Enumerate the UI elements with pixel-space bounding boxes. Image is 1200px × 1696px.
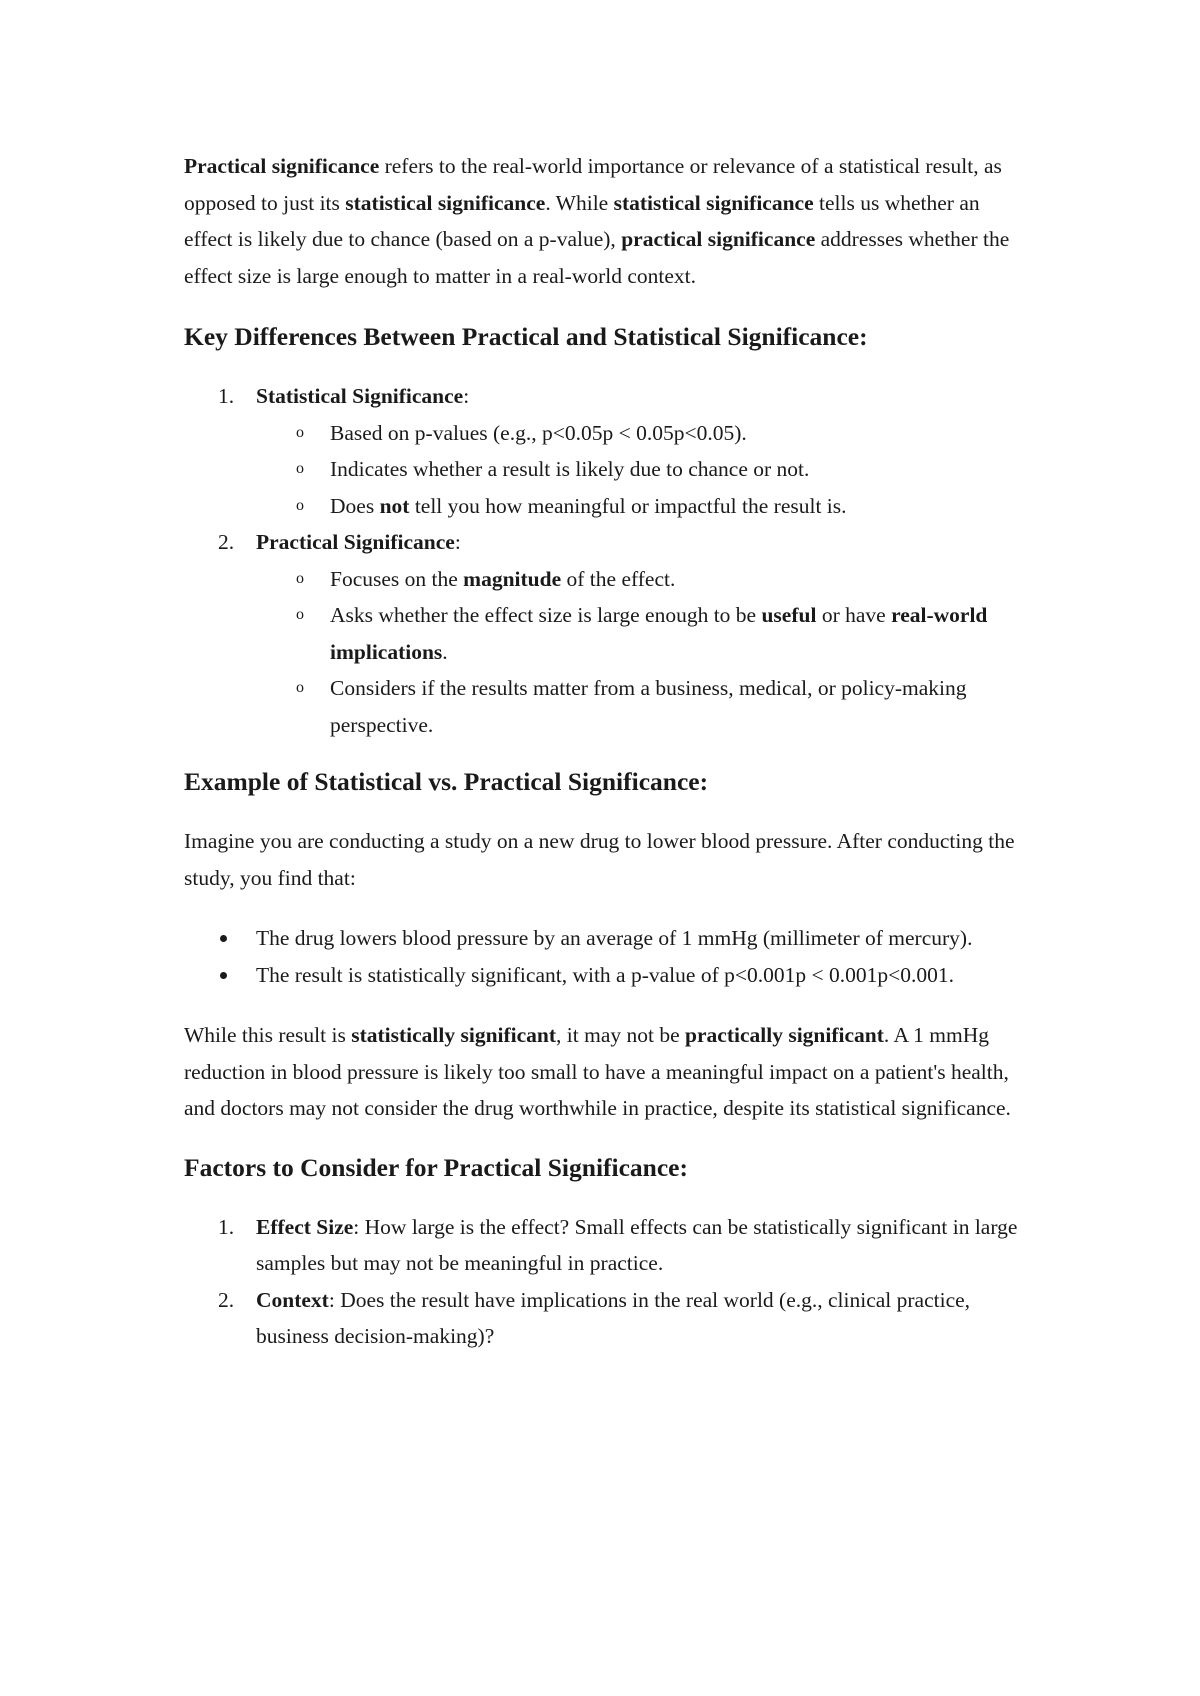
para-bold: practically significant	[685, 1023, 884, 1047]
sub-item	[256, 415, 1020, 452]
circle-bullet-icon: o	[296, 606, 304, 623]
sub-item-text: Considers if the results matter from a business, medical, or policy-making perspective.	[330, 676, 967, 737]
para-bold: statistically significant	[351, 1023, 557, 1047]
list-number: 2.	[218, 530, 235, 554]
section3-item-1	[184, 1209, 1020, 1282]
section1-list	[184, 378, 1020, 743]
intro-text-6: tells us whether an effect is likely due to chance (based on a p-value),	[184, 190, 980, 251]
intro-text-4: . While	[545, 190, 614, 215]
sub-item	[256, 597, 1020, 670]
section2-heading: Example of Statistical vs. Practical Significance:	[184, 767, 709, 796]
intro-bold-5: statistical significance	[613, 190, 814, 215]
bullet-dot-icon	[220, 972, 227, 979]
intro-bold-3: statistical significance	[345, 190, 546, 215]
item-label: Statistical Significance	[256, 384, 464, 408]
example-intro-paragraph: Imagine you are conducting a study on a new drug to lower blood pressure. After conducting the study, you find that:	[184, 829, 1015, 890]
circle-bullet-icon: o	[296, 460, 304, 477]
item-text: : How large is the effect? Small effects can be statistically significant in large samples but may not be meaningful in practice.	[256, 1214, 1018, 1275]
section1-item-2	[184, 524, 1020, 743]
bullet-item	[184, 920, 1020, 957]
intro-paragraph	[184, 148, 1020, 294]
example-conclusion-paragraph	[184, 1017, 1020, 1127]
para-text: . A 1 mmHg reduction in blood pressure is likely too small to have a meaningful impact on a patient's health, and doctors may not consider the drug worthwhile in practice, despite its statistical significance.	[184, 1023, 1011, 1120]
item-label: Effect Size	[256, 1214, 354, 1239]
section1-item-1	[184, 378, 1020, 524]
sub-item	[256, 451, 1020, 488]
example-bullet-list	[184, 920, 1020, 993]
item-label: Practical Significance	[256, 530, 455, 554]
sub-item-text: Focuses on the	[330, 566, 464, 591]
sub-item-text: or have	[816, 603, 892, 627]
sub-list	[256, 561, 1020, 744]
sub-item-text: Asks whether the effect size is large enough to be	[330, 603, 762, 627]
list-number: 1.	[218, 1214, 235, 1239]
circle-bullet-icon: o	[296, 423, 304, 441]
sub-list	[256, 415, 1020, 525]
sub-item-bold: magnitude	[463, 566, 562, 591]
sub-item-bold: real-world implications	[330, 603, 988, 664]
sub-item-text: Based on p-values (e.g., p<0.05p < 0.05p<0.05).	[330, 420, 747, 445]
list-number: 1.	[218, 384, 235, 408]
bullet-text: The drug lowers blood pressure by an average of 1 mmHg (millimeter of mercury).	[256, 926, 973, 950]
section3-item-2	[184, 1282, 1020, 1355]
para-text: While this result is	[184, 1023, 352, 1047]
item-label: Context	[256, 1287, 329, 1312]
intro-text-2: refers to the real-world importance or relevance of a statistical result, as opposed to just its	[184, 154, 1002, 215]
sub-item-bold: useful	[761, 603, 817, 627]
document-page	[184, 148, 1020, 1377]
sub-item-bold: not	[379, 493, 410, 518]
bullet-text: The result is statistically significant, with a p-value of p<0.001p < 0.001p<0.001.	[256, 962, 954, 987]
item-colon: :	[454, 530, 461, 554]
sub-item	[256, 488, 1020, 525]
section3-list	[184, 1209, 1020, 1355]
circle-bullet-icon: o	[296, 569, 304, 587]
circle-bullet-icon: o	[296, 496, 304, 514]
sub-item-text: .	[442, 639, 448, 664]
section1-heading: Key Differences Between Practical and Statistical Significance:	[184, 322, 868, 351]
list-number: 2.	[218, 1287, 235, 1312]
bullet-item	[184, 957, 1020, 994]
intro-bold-1: Practical significance	[184, 154, 380, 178]
para-text: , it may not be	[556, 1023, 686, 1047]
item-colon: :	[463, 384, 470, 408]
sub-item-text: Indicates whether a result is likely due to chance or not.	[330, 457, 810, 481]
sub-item	[256, 670, 1020, 743]
item-text: : Does the result have implications in the real world (e.g., clinical practice, business decision-making)?	[256, 1287, 971, 1348]
intro-text-8: addresses whether the effect size is large enough to matter in a real-world context.	[184, 227, 1010, 288]
circle-bullet-icon: o	[296, 679, 304, 696]
sub-item-text: Does	[330, 493, 380, 518]
sub-item-text: of the effect.	[561, 566, 676, 591]
section3-heading: Factors to Consider for Practical Significance:	[184, 1152, 688, 1182]
bullet-dot-icon	[220, 935, 227, 942]
sub-item	[256, 561, 1020, 598]
sub-item-text: tell you how meaningful or impactful the result is.	[409, 493, 847, 518]
intro-bold-7: practical significance	[621, 227, 816, 251]
